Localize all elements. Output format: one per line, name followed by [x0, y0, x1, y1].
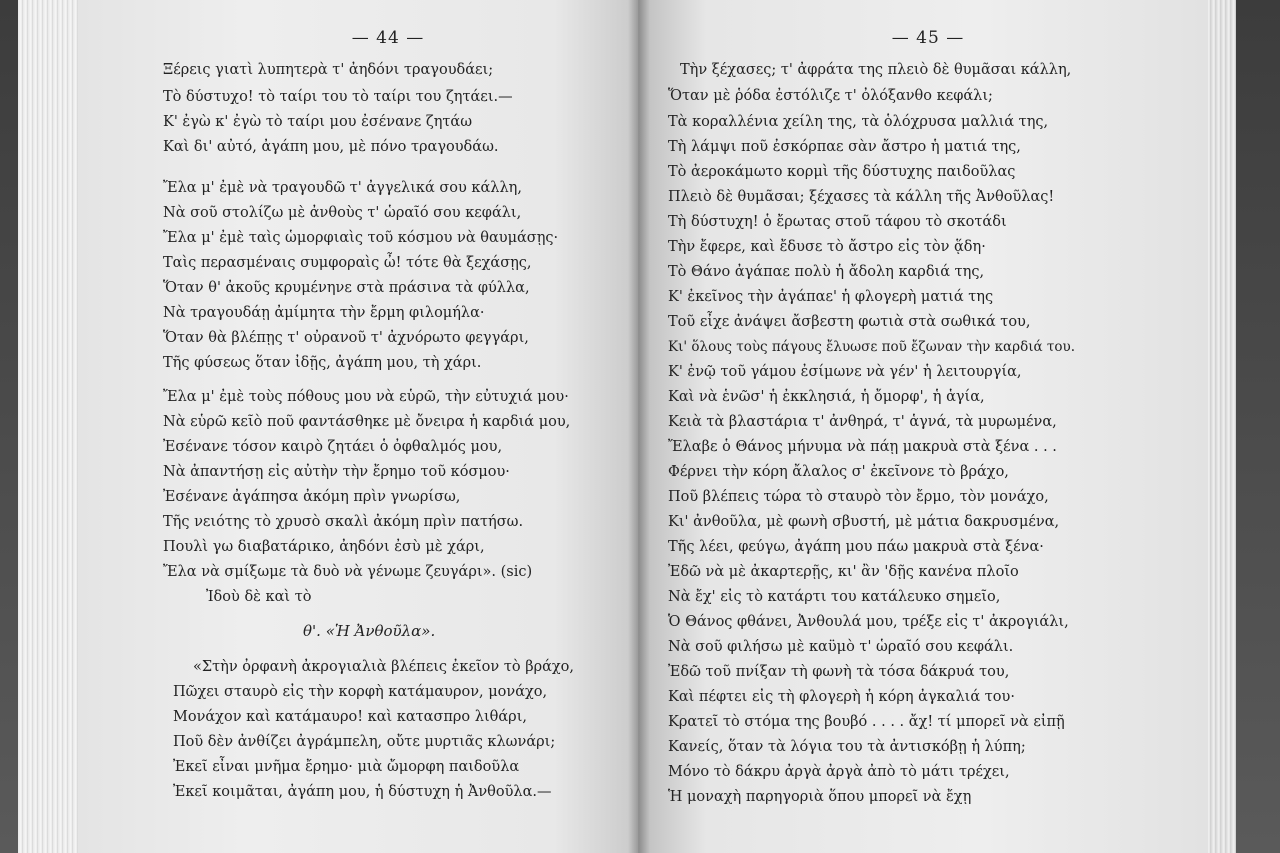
poem-line: Τοῦ εἶχε ἀνάψει ἄσβεστη φωτιὰ στὰ σωθικά του,	[668, 314, 1031, 330]
poem-line: Τὰ κοραλλένια χείλη της, τὰ ὁλόχρυσα μαλλιά της,	[668, 114, 1049, 130]
poem-line: Καὶ νὰ ἑνῶσ' ἡ ἐκκλησιά, ἡ ὄμορφ', ἡ ἁγία,	[668, 389, 985, 405]
poem-line: Ποῦ δὲν ἀνθίζει ἀγράμπελη, οὔτε μυρτιᾶς κλωνάρι;	[173, 734, 556, 750]
poem-line: Νὰ ἀπαντήσῃ εἰς αὐτὴν τὴν ἔρημο τοῦ κόσμου·	[163, 464, 510, 480]
poem-line: Φέρνει τὴν κόρη ἄλαλος σ' ἐκεῖνονε τὸ βράχο,	[668, 464, 1009, 480]
poem-line: Πουλὶ γω διαβατάρικο, ἀηδόνι ἐσὺ μὲ χάρι,	[163, 539, 485, 555]
poem-line: «Στὴν ὀρφανὴ ἀκρογιαλιὰ βλέπεις ἐκεῖον τὸ βράχο,	[193, 659, 575, 675]
poem-line: Μονάχον καὶ κατάμαυρο! καὶ κατασπρο λιθάρι,	[173, 709, 527, 725]
poem-line: Τὸ Θάνο ἀγάπαε πολὺ ἡ ἄδολη καρδιά της,	[668, 264, 985, 280]
poem-line: Νὰ ἔχ' εἰς τὸ κατάρτι του κατάλευκο σημεῖο,	[668, 589, 1001, 605]
poem-line: Ἔλαβε ὁ Θάνος μήνυμα νὰ πάῃ μακρυὰ στὰ ξένα . . .	[668, 439, 1057, 455]
poem-line: Ἔλα μ' ἐμὲ τοὺς πόθους μου νὰ εὑρῶ, τὴν εὐτυχιά μου·	[163, 389, 569, 405]
poem-line: Κ' ἐγὼ κ' ἐγὼ τὸ ταίρι μου ἐσένανε ζητάω	[163, 114, 473, 130]
poem-line: Ἰδοὺ δὲ καὶ τὸ	[206, 589, 312, 605]
poem-line: Νὰ σοῦ στολίζω μὲ ἀνθοὺς τ' ὡραῖό σου κεφάλι,	[163, 205, 522, 221]
poem-line: Κ' ἐνῷ τοῦ γάμου ἐσίμωνε νὰ γέν' ἡ λειτουργία,	[668, 364, 1022, 380]
poem-line: Ποῦ βλέπεις τώρα τὸ σταυρὸ τὸν ἔρμο, τὸν μονάχο,	[668, 489, 1049, 505]
poem-line: Κ' ἐκεῖνος τὴν ἀγάπαε' ἡ φλογερὴ ματιά της	[668, 289, 994, 305]
poem-line: Κειὰ τὰ βλαστάρια τ' ἀνθηρά, τ' ἁγνά, τὰ μυρωμένα,	[668, 414, 1057, 430]
poem-line: Κι' ἀνθοῦλα, μὲ φωνὴ σβυστή, μὲ μάτια δακρυσμένα,	[668, 514, 1060, 530]
poem-line: Ξέρεις γιατὶ λυπητερὰ τ' ἀηδόνι τραγουδάει;	[163, 62, 494, 78]
poem-line: Τῆς λέει, φεύγω, ἀγάπη μου πάω μακρυὰ στὰ ξένα·	[668, 539, 1044, 555]
poem-line: Ἐσένανε τόσον καιρὸ ζητάει ὁ ὀφθαλμός μου,	[163, 439, 503, 455]
poem-line: Καὶ πέφτει εἰς τὴ φλογερὴ ἡ κόρη ἀγκαλιά του·	[668, 689, 1015, 705]
poem-line: Νὰ σοῦ φιλήσω μὲ καϋμὸ τ' ὡραῖό σου κεφάλι.	[668, 639, 1014, 655]
poem-line: Ὅταν μὲ ῥόδα ἐστόλιζε τ' ὀλόξανθο κεφάλι;	[668, 88, 993, 104]
poem-line: Κανείς, ὅταν τὰ λόγια του τὰ ἀντισκόβῃ ἡ λύπη;	[668, 739, 1026, 755]
poem-line: Τὸ ἀεροκάμωτο κορμὶ τῆς δύστυχης παιδοῦλας	[668, 164, 1016, 180]
poem-line: Πλειὸ δὲ θυμᾶσαι; ξέχασες τὰ κάλλη τῆς Ἀνθοῦλας!	[668, 189, 1055, 205]
poem-line: Πῶχει σταυρὸ εἰς τὴν κορφὴ κατάμαυρον, μονάχο,	[173, 684, 548, 700]
book-gutter	[628, 0, 650, 853]
poem-line: Ταὶς περασμέναις συμφοραὶς ὦ! τότε θὰ ξεχάσῃς,	[163, 255, 532, 271]
poem-line: Ἐσένανε ἀγάπησα ἀκόμη πρὶν γνωρίσω,	[163, 489, 461, 505]
poem-line: Μόνο τὸ δάκρυ ἀργὰ ἀργὰ ἀπὸ τὸ μάτι τρέχει,	[668, 764, 1010, 780]
poem-line: Νὰ τραγουδάῃ ἀμίμητα τὴν ἔρμη φιλομήλα·	[163, 305, 485, 321]
poem-line: Τὸ δύστυχο! τὸ ταίρι του τὸ ταίρι του ζητάει.—	[163, 89, 513, 105]
right-page-number: — 45 —	[891, 28, 965, 48]
left-page	[78, 0, 638, 853]
section-heading: θ'. «Ἡ Ἀνθοῦλα».	[303, 622, 436, 640]
poem-line: Νὰ εὑρῶ κεῖὸ ποῦ φαντάσθηκε μὲ ὄνειρα ἡ καρδιά μου,	[163, 414, 571, 430]
poem-line: Κι' ὅλους τοὺς πάγους ἔλυωσε ποῦ ἔζωναν τὴν καρδιά του.	[668, 339, 1076, 355]
poem-line: Ἔλα νὰ σμίξωμε τὰ δυὸ νὰ γένωμε ζευγάρι». (sic)	[163, 564, 533, 580]
poem-line: Ἐκεῖ εἶναι μνῆμα ἔρημο· μιὰ ὤμορφη παιδοῦλα	[173, 759, 520, 775]
poem-line: Ἐδῶ τοῦ πνίξαν τὴ φωνὴ τὰ τόσα δάκρυά του,	[668, 664, 1010, 680]
poem-line: Ὅταν θὰ βλέπῃς τ' οὐρανοῦ τ' ἀχνόρωτο φεγγάρι,	[163, 330, 529, 346]
poem-line: Τῆς φύσεως ὅταν ἰδῇς, ἀγάπη μου, τὴ χάρι.	[163, 355, 482, 371]
poem-line: Ἐκεῖ κοιμᾶται, ἀγάπη μου, ἡ δύστυχη ἡ Ἀνθοῦλα.—	[173, 784, 552, 800]
poem-line: Ἔλα μ' ἐμὲ ταὶς ὡμορφιαὶς τοῦ κόσμου νὰ θαυμάσῃς·	[163, 230, 559, 246]
poem-line: Τὴ λάμψι ποῦ ἐσκόρπαε σὰν ἄστρο ἡ ματιά της,	[668, 139, 1021, 155]
left-page-number: — 44 —	[351, 28, 425, 48]
poem-line: Ἔλα μ' ἐμὲ νὰ τραγουδῶ τ' ἀγγελικά σου κάλλη,	[163, 180, 522, 196]
poem-line: Τὴν ξέχασες; τ' ἀφράτα της πλειὸ δὲ θυμᾶσαι κάλλη,	[680, 62, 1072, 78]
poem-line: Καὶ δι' αὐτό, ἀγάπη μου, μὲ πόνο τραγουδάω.	[163, 139, 499, 155]
poem-line: Ἐδῶ νὰ μὲ ἀκαρτερῇς, κι' ἂν 'δῇς κανένα πλοῖο	[668, 564, 1019, 580]
poem-line: Ὁ Θάνος φθάνει, Ἀνθουλά μου, τρέξε εἰς τ' ἀκρογιάλι,	[668, 614, 1069, 630]
poem-line: Τὴν ἔφερε, καὶ ἔδυσε τὸ ἄστρο εἰς τὸν ᾅδη·	[668, 239, 986, 255]
poem-line: Ὅταν θ' ἀκοῦς κρυμένηνε στὰ πράσινα τὰ φύλλα,	[163, 280, 530, 296]
poem-line: Ἡ μοναχὴ παρηγοριὰ ὅπου μπορεῖ νὰ ἔχῃ	[668, 789, 972, 805]
poem-line: Τὴ δύστυχη! ὁ ἔρωτας στοῦ τάφου τὸ σκοτάδι	[668, 214, 1007, 230]
poem-line: Κρατεῖ τὸ στόμα της βουβό . . . . ἄχ! τί μπορεῖ νὰ εἰπῇ	[668, 714, 1065, 730]
right-page	[638, 0, 1208, 853]
poem-line: Τῆς νειότης τὸ χρυσὸ σκαλὶ ἀκόμη πρὶν πατήσω.	[163, 514, 524, 530]
